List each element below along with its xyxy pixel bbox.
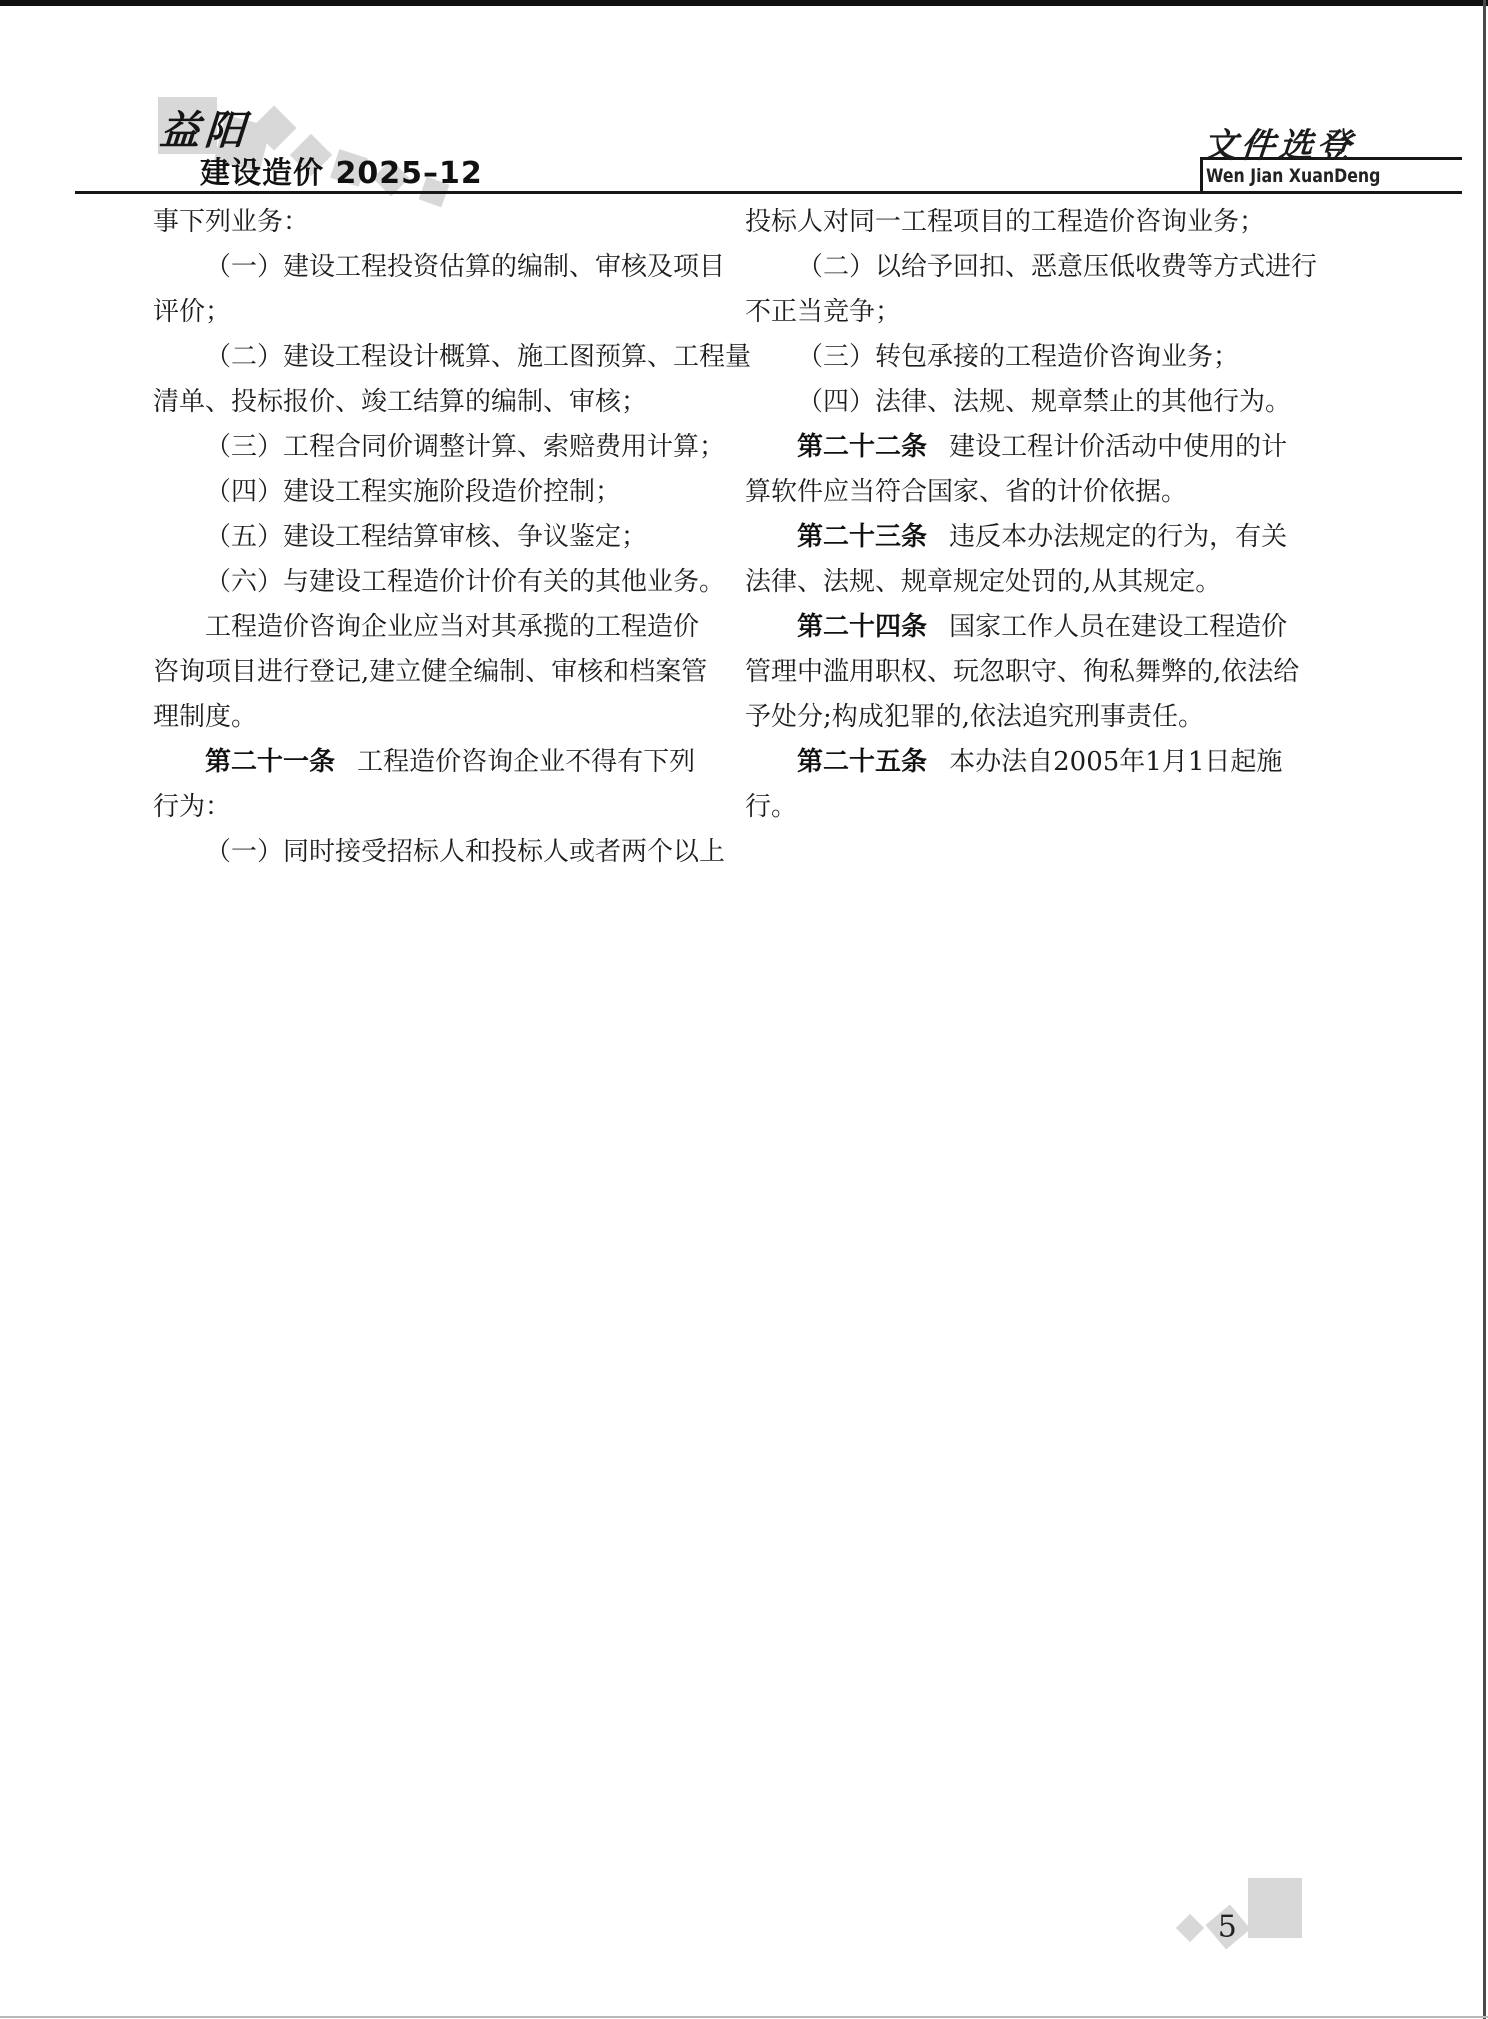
text-line [745, 515, 1330, 560]
text-segment: 行。 [745, 792, 798, 822]
text-line [153, 470, 738, 515]
text-segment: （六）与建设工程造价计价有关的其他业务。 [205, 567, 726, 597]
text-segment: （一）建设工程投资估算的编制、审核及项目 [205, 252, 726, 282]
footer-deco-square [1248, 1878, 1302, 1938]
column-right [745, 200, 1330, 830]
text-line [745, 650, 1330, 695]
text-segment: 工程造价咨询企业应当对其承揽的工程造价 [205, 612, 700, 642]
text-segment: 事下列业务： [153, 207, 310, 237]
text-segment: 不正当竞争； [745, 297, 902, 327]
text-line [745, 200, 1330, 245]
text-line [153, 830, 738, 875]
text-line [745, 380, 1330, 425]
text-line [153, 200, 738, 245]
text-segment: （二）以给予回扣、恶意压低收费等方式进行 [797, 252, 1318, 282]
article-number: 第二十一条 [205, 747, 336, 777]
text-segment: 投标人对同一工程项目的工程造价咨询业务； [745, 207, 1266, 237]
issue-title: 建设造价 2025–12 [200, 156, 483, 191]
text-line [745, 560, 1330, 605]
text-line [745, 785, 1330, 830]
text-segment: 算软件应当符合国家、省的计价依据。 [745, 477, 1188, 507]
text-segment: 咨询项目进行登记,建立健全编制、审核和档案管 [153, 657, 708, 687]
text-line [745, 470, 1330, 515]
text-segment: （三）工程合同价调整计算、索赔费用计算； [205, 432, 726, 462]
section-title: 文件选登 [1200, 126, 1357, 166]
page-top-edge [0, 0, 1488, 6]
page-number-diamond [1205, 1904, 1250, 1949]
text-segment: 违反本办法规定的行为，有关 [949, 522, 1288, 552]
text-line [745, 290, 1330, 335]
text-line [153, 425, 738, 470]
text-line [153, 785, 738, 830]
page-number: 5 [1218, 1909, 1238, 1945]
text-segment: （四）法律、法规、规章禁止的其他行为。 [797, 387, 1292, 417]
text-line [153, 695, 738, 740]
text-segment: 管理中滥用职权、玩忽职守、徇私舞弊的,依法给 [745, 657, 1300, 687]
text-segment: （四）建设工程实施阶段造价控制； [205, 477, 622, 507]
text-line [153, 515, 738, 560]
text-segment: 评价； [153, 297, 232, 327]
masthead-brand: 益阳 [158, 107, 252, 154]
text-segment: 法律、法规、规章规定处罚的,从其规定。 [745, 567, 1222, 597]
article-number: 第二十四条 [797, 612, 928, 642]
page-bottom-edge [0, 2016, 1488, 2018]
text-segment: 本办法自2005年1月1日起施 [949, 747, 1283, 777]
text-segment: 国家工作人员在建设工程造价 [949, 612, 1288, 642]
text-segment: 理制度。 [153, 702, 258, 732]
text-segment: 予处分;构成犯罪的,依法追究刑事责任。 [745, 702, 1205, 732]
text-segment: （一）同时接受招标人和投标人或者两个以上 [205, 837, 726, 867]
text-segment: （二）建设工程设计概算、施工图预算、工程量 [205, 342, 752, 372]
text-segment: （五）建设工程结算审核、争议鉴定； [205, 522, 648, 552]
text-line [153, 290, 738, 335]
article-number: 第二十三条 [797, 522, 928, 552]
text-line [153, 560, 738, 605]
text-line [153, 605, 738, 650]
text-line [745, 245, 1330, 290]
article-number: 第二十五条 [797, 747, 928, 777]
text-segment: 清单、投标报价、竣工结算的编制、审核； [153, 387, 648, 417]
text-line [745, 335, 1330, 380]
text-segment: （三）转包承接的工程造价咨询业务； [797, 342, 1240, 372]
text-segment: 建设工程计价活动中使用的计 [949, 432, 1288, 462]
text-line [153, 380, 738, 425]
text-line [153, 245, 738, 290]
text-line [153, 335, 752, 380]
section-pinyin: Wen Jian XuanDeng [1206, 165, 1381, 187]
text-segment: 行为： [153, 792, 232, 822]
column-left [153, 200, 752, 875]
page-right-edge [1483, 0, 1486, 2019]
text-line [153, 650, 738, 695]
text-segment: 工程造价咨询企业不得有下列 [357, 747, 696, 777]
article-number: 第二十二条 [797, 432, 928, 462]
text-line [745, 740, 1330, 785]
footer-deco-diamond [1176, 1914, 1204, 1942]
text-line [153, 740, 738, 785]
text-line [745, 425, 1330, 470]
text-line [745, 605, 1330, 650]
text-line [745, 695, 1330, 740]
